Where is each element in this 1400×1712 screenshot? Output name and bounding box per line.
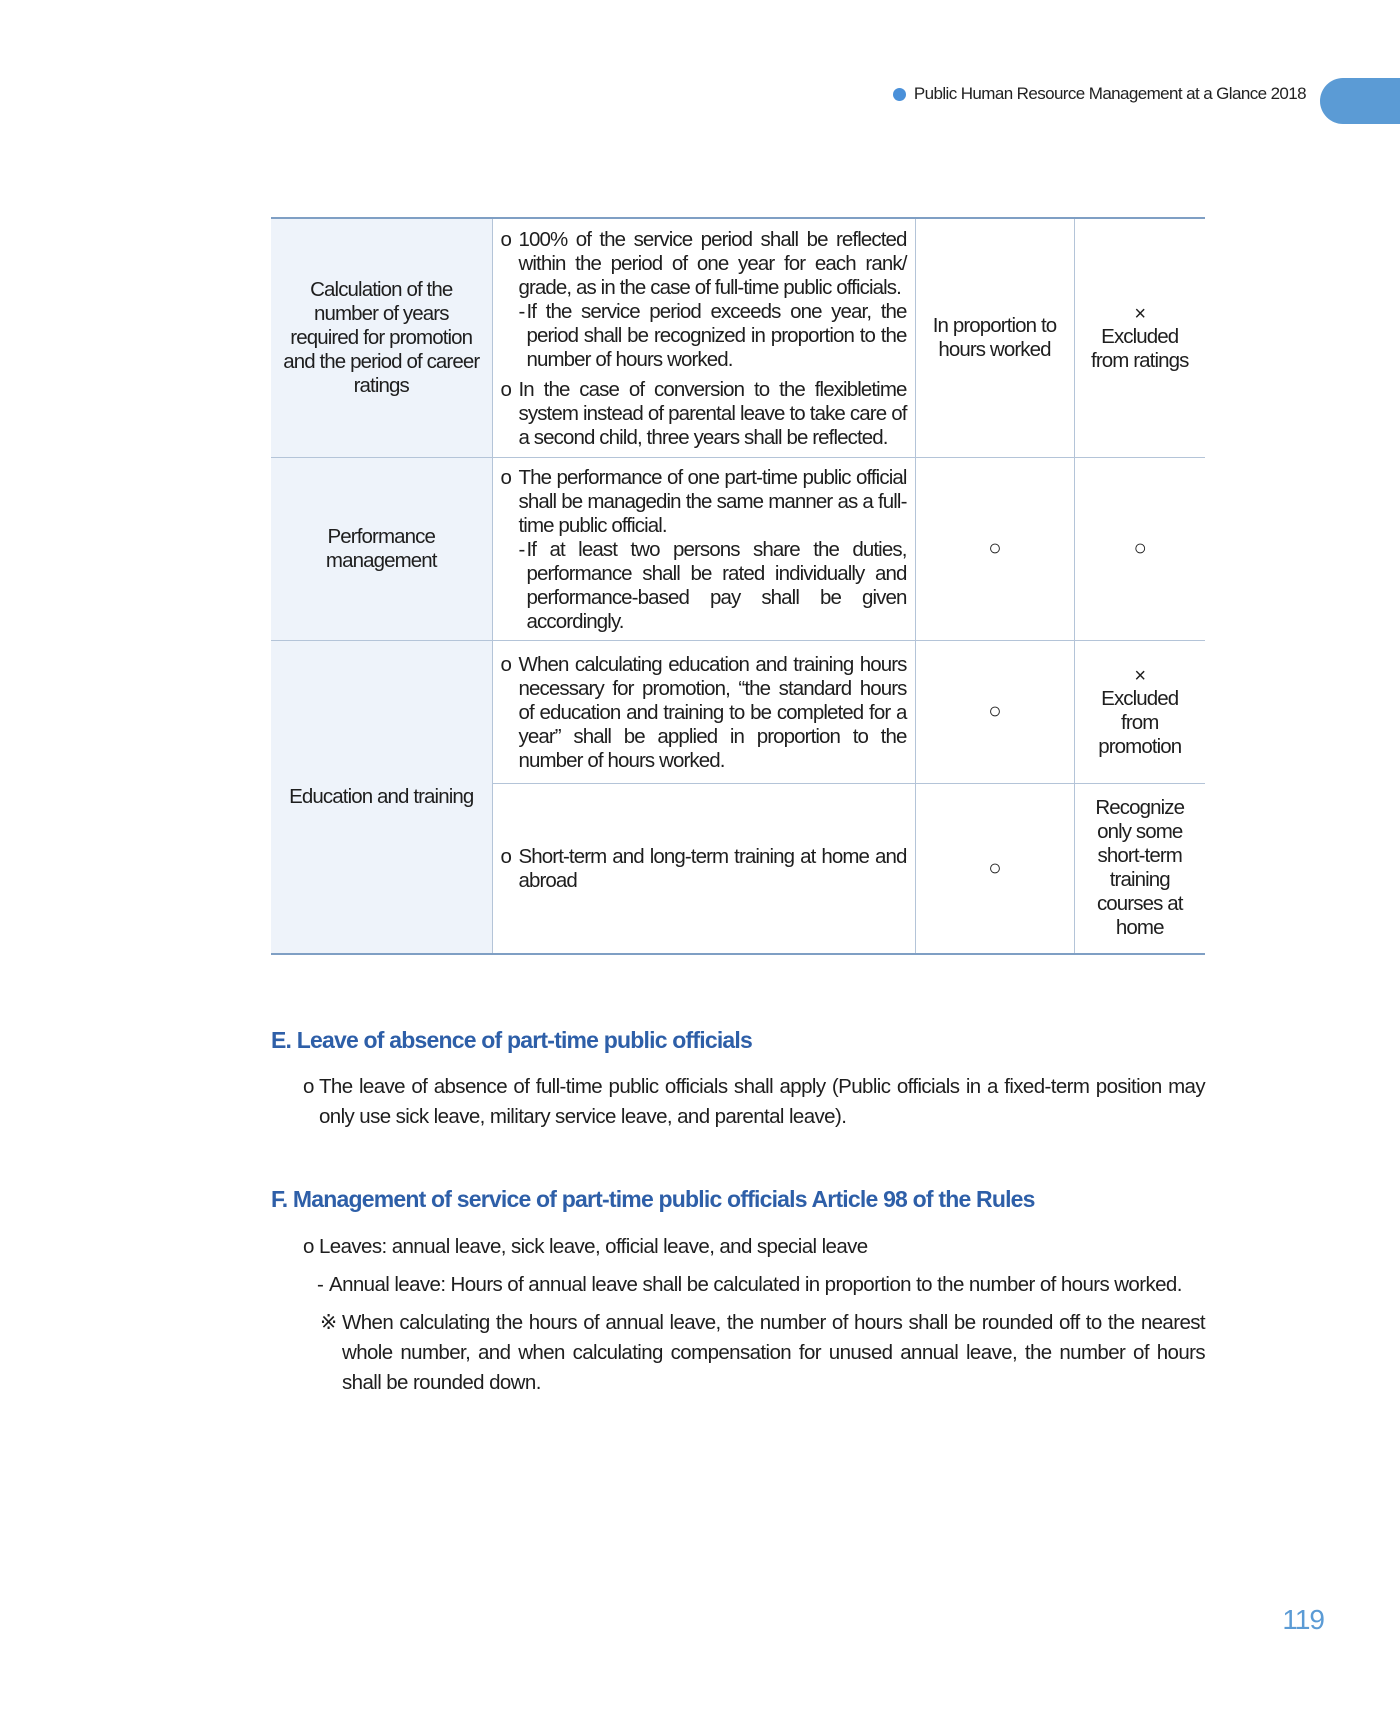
proportion-cell [915,457,1074,640]
leaves-text: Leaves: annual leave, sick leave, official leave, and special leave [319,1235,868,1258]
bullet-o: o [500,227,512,251]
category-cell: Performance management [271,457,492,640]
annual-leave-text: Annual leave: Hours of annual leave shall be calculated in proportion to the number of hours worked. [329,1273,1182,1296]
chapter-tab [1320,78,1400,124]
item-text: When calculating education and training hours necessary for promotion, “the standard hours of education and training to be completed for a year” shall be applied in proportion to the number of hours worked. [518,652,907,772]
description-cell [492,457,915,640]
bullet-o: o [500,652,512,676]
leaves-paragraph [303,1232,1205,1262]
description-cell [492,218,915,457]
item-text: In the case of conversion to the flexibletime system instead of parental leave to take care of a second child, three years shall be reflected. [518,377,907,449]
section-e-paragraph [303,1072,1205,1132]
rating-cell [1074,640,1205,783]
x-mark-icon: × [1134,664,1146,687]
note-paragraph [320,1308,1205,1398]
circle-mark-icon: ○ [988,698,1001,723]
proportion-cell [915,783,1074,954]
list-item [501,228,907,372]
note-text: When calculating the hours of annual leave, the number of hours shall be rounded off to the nearest whole number, and when calculating compensation for unused annual leave, the number of hours shall be rounded down. [342,1311,1205,1394]
list-item [501,845,907,893]
rating-text: Excluded from promotion [1098,686,1182,758]
table-row [271,457,1205,640]
sub-item [501,538,907,634]
rating-cell: Recognize only some short-term training courses at home [1074,783,1205,954]
section-e-title: E. Leave of absence of part-time public officials [271,1027,752,1053]
table-row [271,640,1205,783]
table-row [271,218,1205,457]
rating-cell [1074,457,1205,640]
proportion-cell [915,640,1074,783]
bullet-o: o [500,845,512,869]
rules-table [271,217,1205,955]
x-mark-icon: × [1134,302,1146,325]
category-cell: Calculation of the number of years required for promotion and the period of career ratings [271,218,492,457]
dash-marker: - [317,1273,324,1296]
description-cell [492,640,915,783]
item-text: Short-term and long-term training at home and abroad [518,845,907,893]
sub-item-text: If the service period exceeds one year, the period shall be recognized in proportion to the number of hours worked. [526,299,907,371]
rating-text: Excluded from ratings [1091,324,1189,372]
bullet-o: o [500,465,512,489]
description-cell [492,783,915,954]
sub-item [501,300,907,372]
page-number: 119 [1282,1604,1324,1635]
sub-item-text: If at least two persons share the duties, performance shall be rated individually and performance-based pay shall be given accordingly. [526,537,907,633]
bullet-o: o [500,377,512,401]
header-title: Public Human Resource Management at a Glance 2018 [913,84,1306,103]
list-item [501,378,907,450]
bullet-o: o [303,1075,314,1098]
proportion-cell: In proportion to hours worked [915,218,1074,457]
bullet-o: o [303,1235,314,1258]
annual-leave-paragraph [317,1270,1205,1300]
circle-mark-icon: ○ [1133,535,1146,560]
item-text: The performance of one part-time public official shall be managedin the same manner as a full-time public official. [518,465,907,537]
section-f-title: F. Management of service of part-time public officials Article 98 of the Rules [271,1186,1035,1212]
reference-mark-icon: ※ [320,1311,337,1334]
running-header [893,84,1306,104]
category-cell: Education and training [271,640,492,954]
circle-mark-icon: ○ [988,535,1001,560]
list-item [501,653,907,773]
dash-marker: - [518,537,525,561]
section-e-text: The leave of absence of full-time public officials shall apply (Public officials in a fixed-term position may only use sick leave, military service leave, and parental leave). [319,1075,1205,1128]
dash-marker: - [518,299,525,323]
circle-mark-icon: ○ [988,854,1001,880]
rating-cell [1074,218,1205,457]
item-text: 100% of the service period shall be reflected within the period of one year for each rank/ grade, as in the case of full-time public officials. [518,227,907,299]
bullet-dot-icon [893,88,906,101]
list-item [501,466,907,634]
